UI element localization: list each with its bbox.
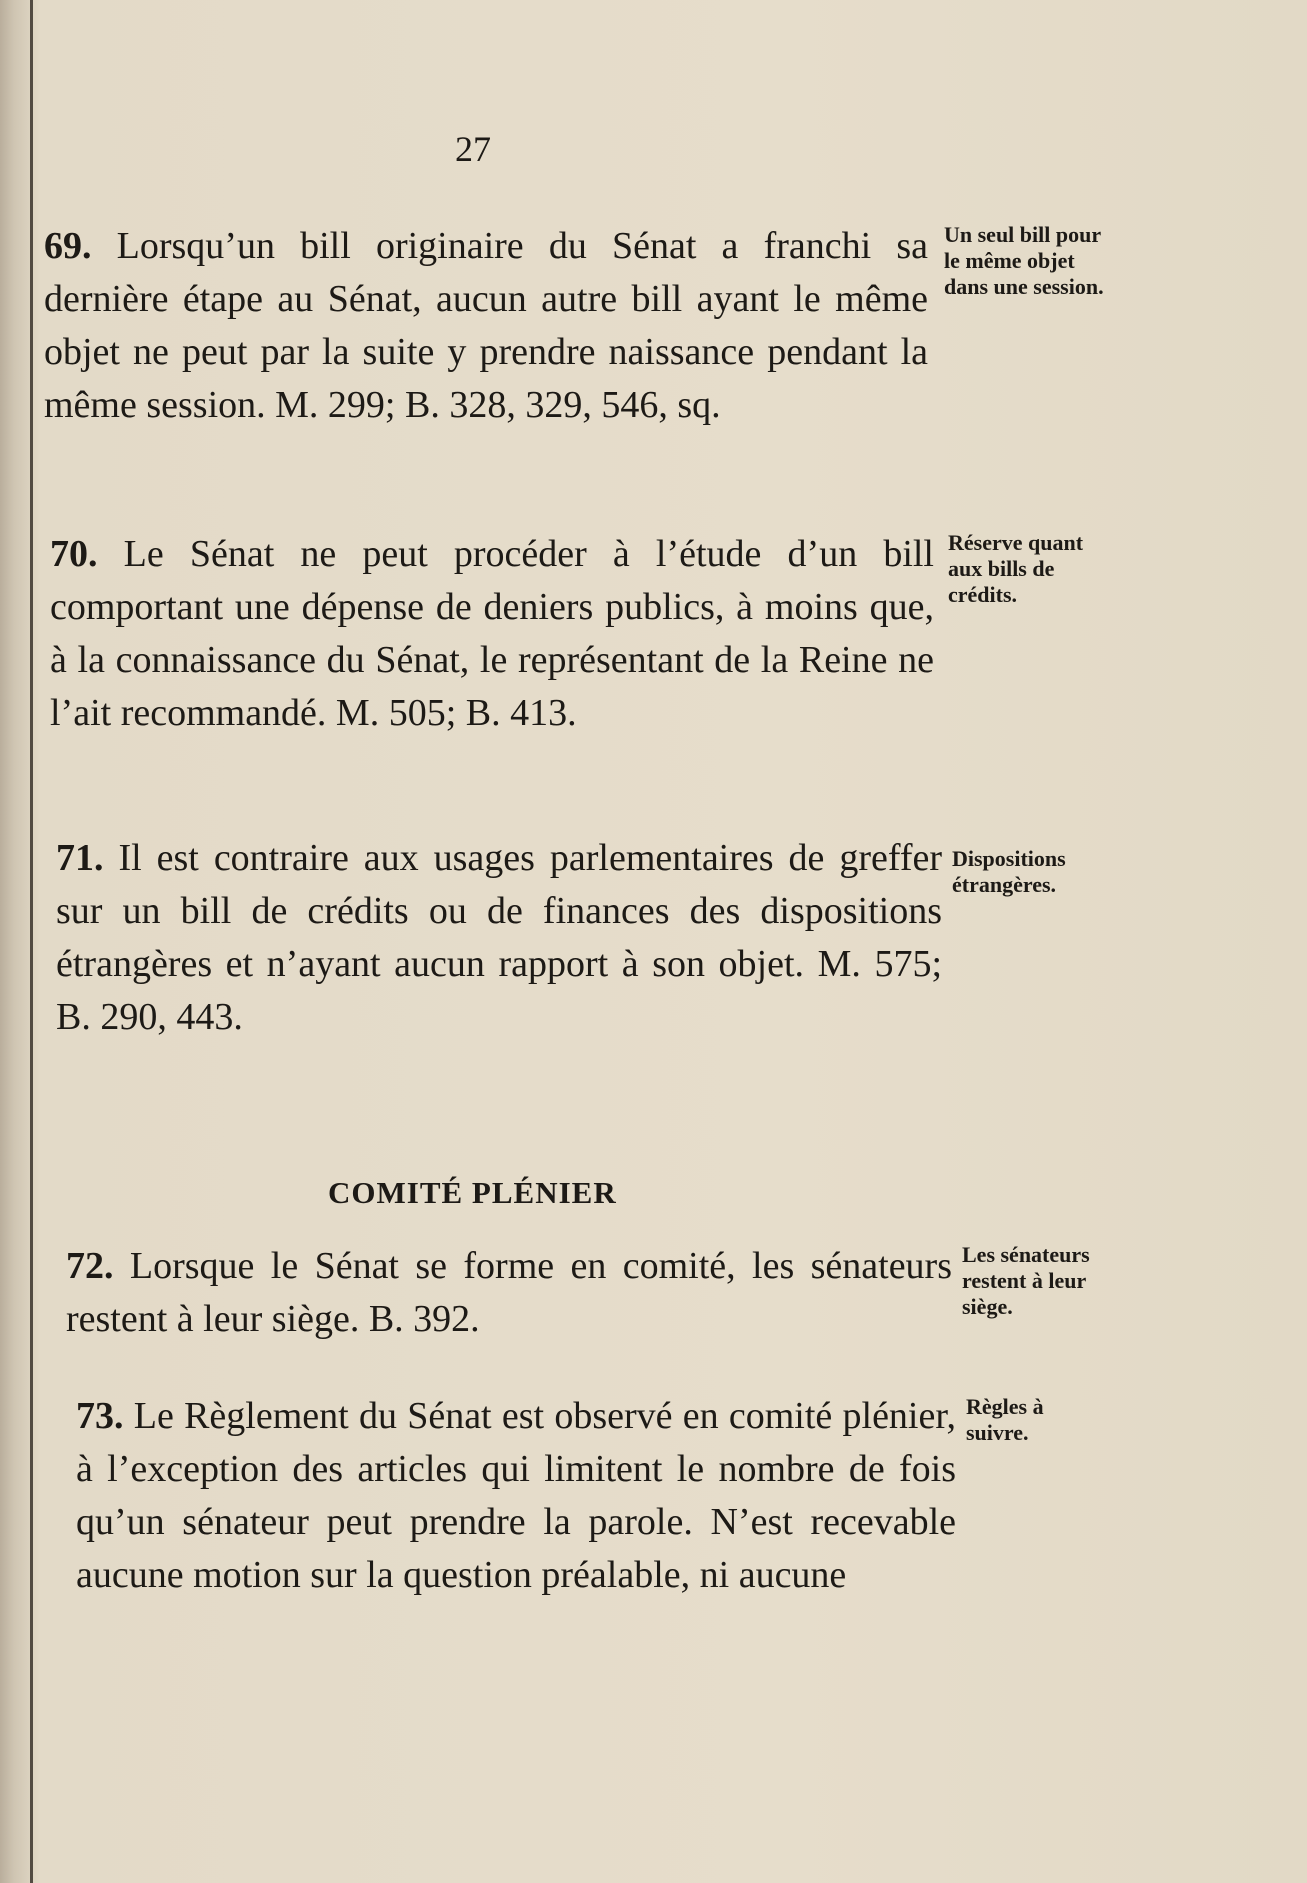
margin-note-70: Réserve quant aux bills de crédits. (948, 530, 1084, 607)
margin-note-73: Règles à suivre. (966, 1394, 1044, 1445)
article-number: 69. (44, 225, 92, 267)
page-number: 27 (455, 129, 491, 169)
article-text: Lorsque le Sénat se forme en comité, les sénateurs restent à leur siège. B. 392. (66, 1245, 952, 1340)
article-71 (56, 832, 942, 1044)
article-69 (44, 220, 928, 432)
article-70 (50, 528, 934, 740)
article-number: 72. (66, 1245, 114, 1287)
article-number: 71. (56, 837, 104, 879)
margin-note-71: Dispositions étrangères. (952, 846, 1066, 897)
article-number: 73. (76, 1395, 124, 1437)
margin-note-69: Un seul bill pour le même objet dans une session. (944, 222, 1104, 299)
margin-note-72: Les sénateurs restent à leur siège. (962, 1242, 1090, 1319)
article-72 (66, 1240, 952, 1346)
article-73 (76, 1390, 956, 1602)
article-text: Le Règlement du Sénat est observé en comité plénier, à l’exception des articles qui limitent le nombre de fois qu’un sénateur peut prendre la parole. N’est recevable aucune motion sur la question préalable, ni aucune (76, 1395, 956, 1596)
article-text: Le Sénat ne peut procéder à l’étude d’un bill comportant une dépense de deniers publics, à moins que, à la connaissance du Sénat, le représentant de la Reine ne l’ait recommandé. M. 505; B. 413. (50, 533, 934, 734)
binding-gutter (30, 0, 33, 1883)
article-text: Lorsqu’un bill originaire du Sénat a franchi sa dernière étape au Sénat, aucun autre bill ayant le même objet ne peut par la suite y prendre naissance pendant la même session. M. 299; B. 328, 329, 546, sq. (44, 225, 928, 426)
section-heading: COMITÉ PLÉNIER (328, 1175, 617, 1210)
article-text: Il est contraire aux usages parlementaires de greffer sur un bill de crédits ou de finances des dispositions étrangères et n’ayant aucun rapport à son objet. M. 575; B. 290, 443. (56, 837, 943, 1038)
article-number: 70. (50, 533, 98, 575)
